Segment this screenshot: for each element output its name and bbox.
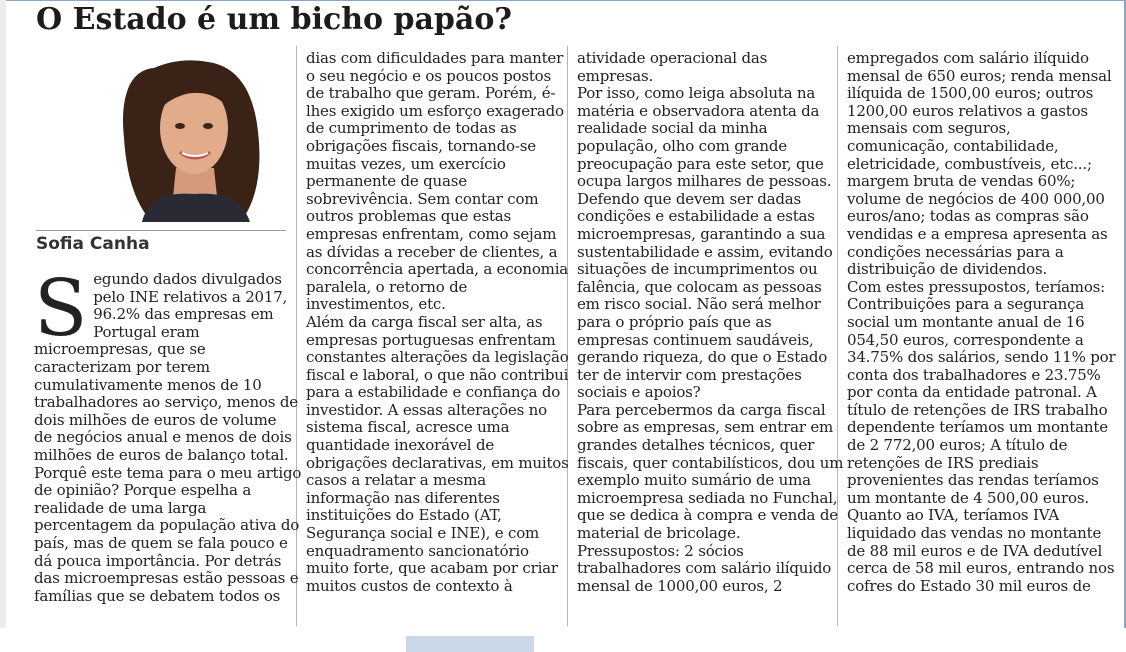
text-line: retenções de IRS prediais [847, 453, 1039, 472]
text-line: microempresas, que se [34, 340, 206, 359]
text-line: distribuição de dividendos. [847, 260, 1048, 279]
text-line: que se dedica à compra e venda de [577, 506, 838, 525]
text-line: investidor. A essas alterações no [306, 400, 547, 419]
text-line: concorrência apertada, a economia [306, 260, 569, 279]
text-line: 34.75% dos salários, sendo 11% por [847, 348, 1116, 367]
text-line: fiscal e laboral, o que não contribui [306, 365, 569, 384]
text-line: enquadramento sancionatório [306, 541, 529, 560]
text-line: preocupação para este setor, que [577, 154, 824, 173]
text-line: comunicação, contabilidade, [847, 136, 1059, 155]
text-line: Porquê este tema para o meu artigo [34, 463, 302, 482]
text-line: 054,50 euros, correspondente a [847, 330, 1084, 349]
text-line: empregados com salário ilíquido [847, 49, 1089, 67]
text-line: mensal de 1000,00 euros, 2 [577, 576, 783, 595]
author-divider [36, 230, 286, 231]
column-divider [567, 46, 568, 626]
text-line: empresas enfrentam, como sejam [306, 224, 557, 243]
text-line: atividade operacional das [577, 49, 768, 67]
text-line: lhes exigido um esforço exagerado [306, 101, 564, 120]
text-line: empresas continuem saudáveis, [577, 330, 814, 349]
text-line: provenientes das rendas teríamos [847, 471, 1099, 490]
text-line: Contribuições para a segurança [847, 295, 1085, 314]
text-line: de trabalho que geram. Porém, é- [306, 84, 556, 103]
text-line: quantidade inexorável de [306, 436, 495, 455]
text-line: permanente de quase [306, 172, 467, 191]
text-line: condições e estabilidade a estas [577, 207, 815, 226]
text-line: percentagem da população ativa do [34, 516, 300, 535]
author-name: Sofia Canha [36, 234, 150, 254]
text-line: de negócios anual e menos de dois [34, 428, 292, 447]
text-line: as dívidas a receber de clientes, a [306, 242, 558, 261]
text-line: Para percebermos da carga fiscal [577, 400, 826, 419]
thumbnail-strip [406, 636, 534, 652]
text-line: de 88 mil euros e de IVA dedutível [847, 541, 1103, 560]
text-line: de opinião? Porque espelha a [34, 481, 252, 500]
text-line: obrigações fiscais, tornando-se [306, 136, 536, 155]
text-line: empresas. [577, 66, 654, 85]
text-line: das microempresas estão pessoas e [34, 569, 299, 588]
text-line: social um montante anual de 16 [847, 312, 1085, 331]
text-line: microempresas, garantindo a sua [577, 224, 826, 243]
text-line: realidade de uma larga [34, 498, 207, 517]
text-line: condições necessárias para a [847, 242, 1064, 261]
text-line: mensais com seguros, [847, 119, 1011, 138]
text-line: dá pouca importância. Por detrás [34, 551, 282, 570]
column-divider [837, 46, 838, 626]
drop-cap: S [34, 264, 88, 354]
text-line: volume de negócios de 400 000,00 [847, 189, 1105, 208]
text-line: para a estabilidade e confiança do [306, 383, 561, 402]
text-line: em risco social. Não será melhor [577, 295, 821, 314]
text-line: exemplo muito sumário de uma [577, 471, 811, 490]
article-column-3 [577, 49, 844, 595]
text-line: Além da carga fiscal ser alta, as [306, 312, 543, 331]
text-line: instituições do Estado (AT, [306, 506, 502, 525]
text-line: constantes alterações da legislação [306, 348, 569, 367]
text-line: realidade social da minha [577, 119, 768, 138]
text-line: cumulativamente menos de 10 [34, 375, 262, 394]
text-line: sobre as empresas, sem entrar em [577, 418, 834, 437]
viewer-left-margin [0, 0, 6, 652]
text-line: falência, que colocam as pessoas [577, 277, 822, 296]
text-line: gerando riqueza, do que o Estado [577, 348, 828, 367]
column-divider [296, 46, 297, 626]
article-column-1 [34, 264, 302, 605]
text-line: mensal de 650 euros; renda mensal [847, 66, 1112, 85]
article-column-4 [847, 49, 1116, 595]
text-line: sustentabilidade e assim, evitando [577, 242, 833, 261]
text-line: dias com dificuldades para manter [306, 49, 564, 67]
text-line: situações de incumprimentos ou [577, 260, 818, 279]
text-line: o seu negócio e os poucos postos [306, 66, 551, 85]
text-line: um montante de 4 500,00 euros. [847, 488, 1089, 507]
text-line: empresas portuguesas enfrentam [306, 330, 556, 349]
text-line: paralela, o retorno de [306, 277, 468, 296]
text-line: sobrevivência. Sem contar com [306, 189, 539, 208]
text-line: informação nas diferentes [306, 488, 500, 507]
text-line: milhões de euros de balanço total. [34, 445, 289, 464]
text-line: 1200,00 euros relativos a gastos [847, 101, 1088, 120]
page-bottom-margin [0, 628, 1126, 652]
text-line: caracterizam por terem [34, 357, 210, 376]
text-line: Portugal eram [93, 322, 200, 341]
text-line: obrigações declarativas, em muitos [306, 453, 569, 472]
text-line: fiscais, quer contabilísticos, dou um [577, 453, 844, 472]
text-line: Segurança social e INE), e com [306, 524, 540, 543]
text-line: dependente teríamos um montante [847, 418, 1108, 437]
text-line: material de bricolage. [577, 524, 741, 543]
text-line: ilíquida de 1500,00 euros; outros [847, 84, 1094, 103]
text-line: ocupa largos milhares de pessoas. [577, 172, 832, 191]
text-line: grandes detalhes técnicos, quer [577, 436, 815, 455]
text-line: dois milhões de euros de volume [34, 410, 277, 429]
text-line: famílias que se debatem todos os [34, 586, 281, 605]
text-line: investimentos, etc. [306, 295, 446, 314]
text-line: microempresa sediada no Funchal, [577, 488, 838, 507]
text-line: sociais e apoios? [577, 383, 701, 402]
text-line: população, olho com grande [577, 136, 787, 155]
text-line: trabalhadores com salário ilíquido [577, 559, 832, 578]
text-line: 96.2% das empresas em [93, 305, 274, 324]
article-column-2 [306, 49, 569, 595]
text-line: margem bruta de vendas 60%; [847, 172, 1076, 191]
text-line: vendidas e a empresa apresenta as [847, 224, 1108, 243]
text-line: Defendo que devem ser dadas [577, 189, 802, 208]
author-photo [36, 48, 286, 222]
text-line: muito forte, que acabam por criar [306, 559, 558, 578]
text-line: casos a relatar a mesma [306, 471, 487, 490]
text-line: euros/ano; todas as compras são [847, 207, 1089, 226]
text-line: país, mas de quem se fala pouco e [34, 533, 288, 552]
text-line: título de retenções de IRS trabalho [847, 400, 1108, 419]
text-line: Pressupostos: 2 sócios [577, 541, 744, 560]
text-line: muitas vezes, um exercício [306, 154, 506, 173]
text-line: conta dos trabalhadores e 23.75% [847, 365, 1101, 384]
text-line: matéria e observadora atenta da [577, 101, 820, 120]
text-line: de 2 772,00 euros; A título de [847, 436, 1068, 455]
text-line: egundo dados divulgados [93, 270, 282, 288]
text-line: de cumprimento de todas as [306, 119, 517, 138]
text-line: cerca de 58 mil euros, entrando nos [847, 559, 1115, 578]
article-title: O Estado é um bicho papão? [36, 2, 512, 37]
text-line: pelo INE relativos a 2017, [93, 287, 288, 306]
text-line: muitos custos de contexto à [306, 576, 513, 595]
text-line: sistema fiscal, acresce uma [306, 418, 510, 437]
text-line: ter de intervir com prestações [577, 365, 802, 384]
text-line: Quanto ao IVA, teríamos IVA [847, 506, 1059, 525]
author-portrait-image [36, 48, 286, 222]
text-line: liquidado das vendas no montante [847, 524, 1102, 543]
text-line: trabalhadores ao serviço, menos de [34, 393, 298, 412]
text-line: Por isso, como leiga absoluta na [577, 84, 816, 103]
text-line: Com estes pressupostos, teríamos: [847, 277, 1105, 296]
text-line: eletricidade, combustíveis, etc...; [847, 154, 1092, 173]
text-line: outros problemas que estas [306, 207, 512, 226]
text-line: por conta da entidade patronal. A [847, 383, 1097, 402]
text-line: cofres do Estado 30 mil euros de [847, 576, 1091, 595]
text-line: para o próprio país que as [577, 312, 772, 331]
